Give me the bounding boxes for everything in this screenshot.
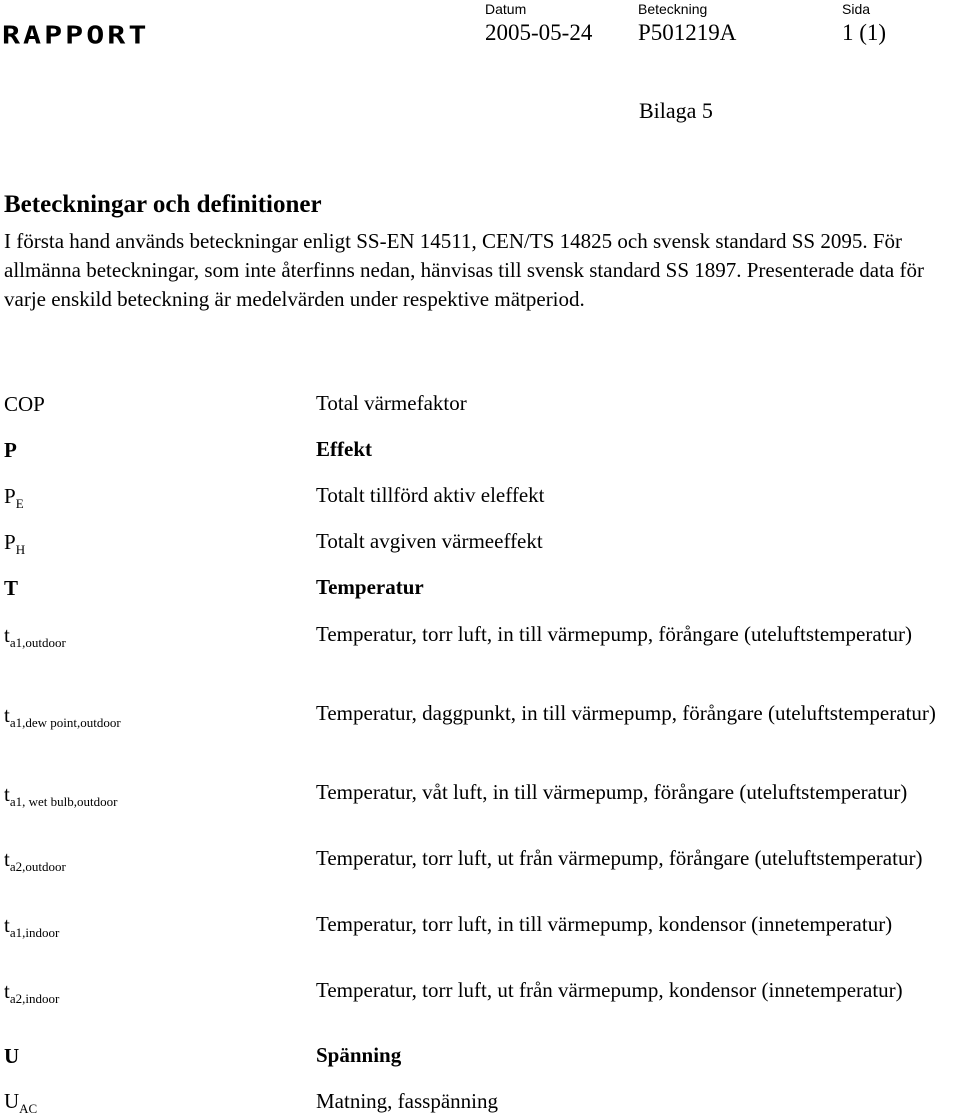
sida-value: 1 (1) <box>842 20 887 45</box>
definition-t-a1-dew-point-outdoor: Temperatur, daggpunkt, in till värmepump, förångare (uteluftstemperatur) <box>316 701 936 725</box>
symbol-cop: COP <box>4 392 45 416</box>
sida-label: Sida <box>842 1 871 17</box>
beteckning-label: Beteckning <box>638 1 708 17</box>
intro-paragraph: I första hand används beteckningar enligt SS-EN 14511, CEN/TS 14825 och svensk standard SS 2095. För allmänna beteckningar, som inte återfinns nedan, hänvisas till svensk standard SS 1897. Presenterade data för varje enskild beteckning är medelvärden under respektive mätperiod. <box>4 229 924 311</box>
definition-cop: Total värmefaktor <box>316 391 467 415</box>
definition-t-a2-outdoor: Temperatur, torr luft, ut från värmepump, förångare (uteluftstemperatur) <box>316 846 923 870</box>
symbol-t-a2-indoor: $t_{a2,indoor}$ <box>4 979 60 1006</box>
symbol-t-a1-wet-bulb-outdoor: $t_{a1, wet bulb,outdoor}$ <box>4 782 118 809</box>
section-title: Beteckningar och definitioner <box>4 191 322 218</box>
definition-p-h: Totalt avgiven värmeeffekt <box>316 529 543 553</box>
symbol-u: U <box>4 1044 20 1068</box>
symbol-p-e: $P_E$ <box>4 484 24 511</box>
symbol-p: P <box>4 438 17 462</box>
symbol-t: T <box>4 576 19 600</box>
definition-t-a2-indoor: Temperatur, torr luft, ut från värmepump, kondensor (innetemperatur) <box>316 978 903 1002</box>
beteckning-value: P501219A <box>638 20 737 45</box>
definition-t: Temperatur <box>316 575 424 599</box>
symbol-t-a1-dew-point-outdoor: $t_{a1,dew point,outdoor}$ <box>4 703 121 730</box>
symbol-u-ac: $U_{AC}$ <box>4 1089 38 1116</box>
definition-t-a1-indoor: Temperatur, torr luft, in till värmepump, kondensor (innetemperatur) <box>316 912 893 936</box>
definition-p: Effekt <box>316 437 372 461</box>
definition-u: Spänning <box>316 1043 402 1067</box>
definition-t-a1-wet-bulb-outdoor: Temperatur, våt luft, in till värmepump, förångare (uteluftstemperatur) <box>316 780 908 804</box>
symbol-t-a1-indoor: $t_{a1,indoor}$ <box>4 913 60 940</box>
definition-u-ac: Matning, fasspänning <box>316 1089 498 1113</box>
report-logo: RAPPORT <box>2 21 150 50</box>
symbol-t-a1-outdoor: $t_{a1,outdoor}$ <box>4 623 66 650</box>
symbol-t-a2-outdoor: $t_{a2,outdoor}$ <box>4 847 66 874</box>
datum-value: 2005-05-24 <box>485 20 593 45</box>
attachment-label: Bilaga 5 <box>639 98 713 123</box>
definition-t-a1-outdoor: Temperatur, torr luft, in till värmepump, förångare (uteluftstemperatur) <box>316 622 912 646</box>
definition-p-e: Totalt tillförd aktiv eleffekt <box>316 483 545 507</box>
datum-label: Datum <box>485 1 527 17</box>
symbol-p-h: $P_H$ <box>4 530 26 557</box>
